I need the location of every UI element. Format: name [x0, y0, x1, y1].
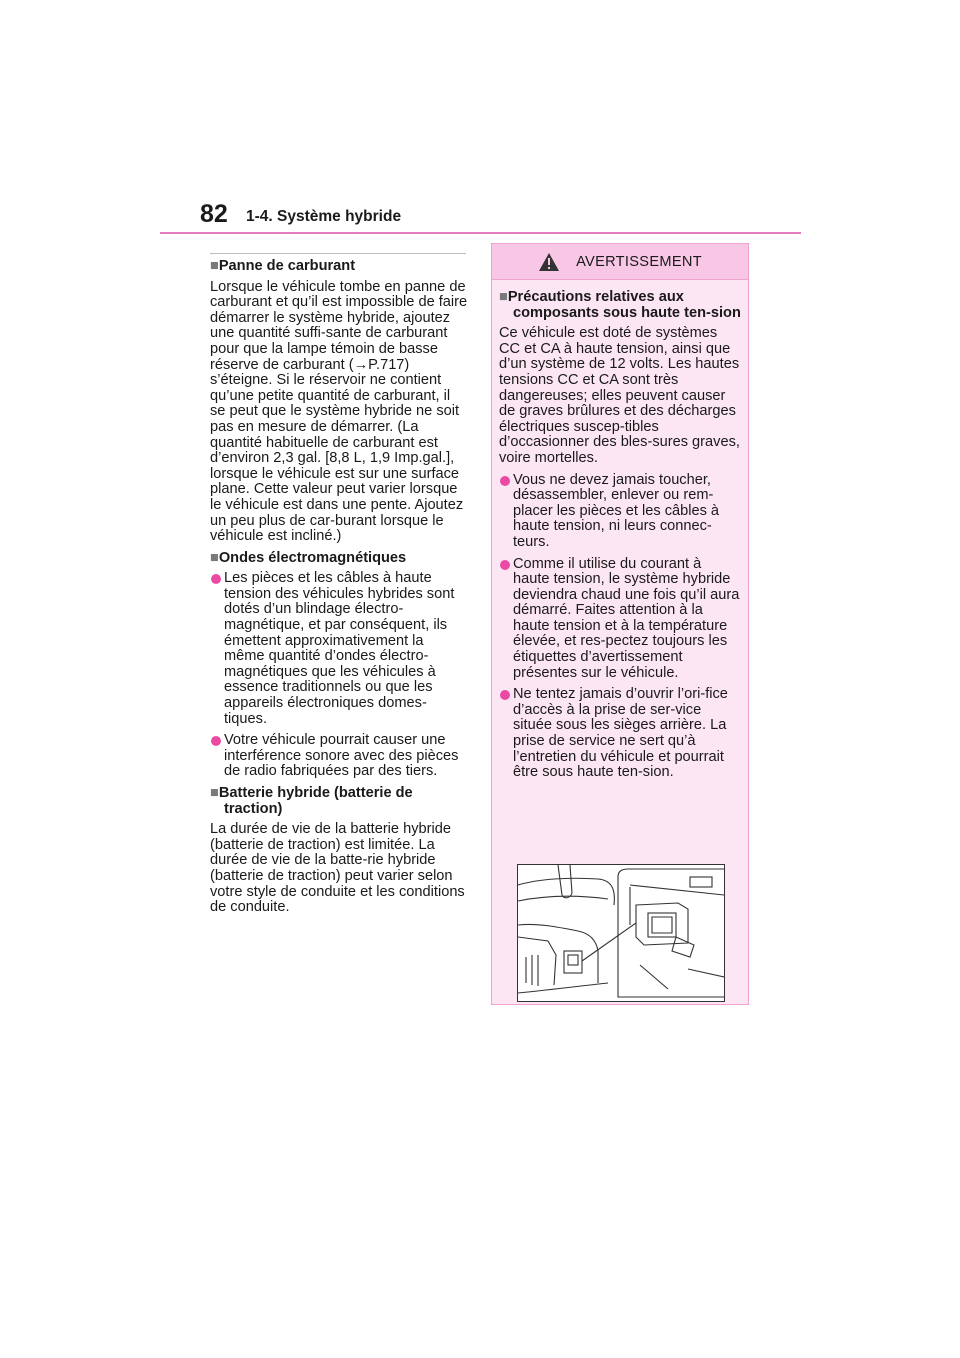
list-item: Vous ne devez jamais toucher, désassembler, enlever ou rem-placer les pièces et les câbles à haute tension, ni leurs connec-teurs. — [499, 473, 741, 551]
warning-triangle-icon — [538, 252, 560, 272]
fuel-heading: ■Panne de carburant — [210, 258, 356, 274]
battery-paragraph: La durée de vie de la batterie hybride (batterie de traction) est limitée. La durée de vie de la batte-rie hybride (batterie de traction) peut varier selon votre style de conduite et les conditions de conduite. — [210, 821, 465, 916]
list-item: Ne tentez jamais d’ouvrir l’ori-fice d’accès à la prise de ser-vice située sous les sièges arrière. La prise de service ne sert qu’à l’entretien du véhicule et pourrait être sous haute ten-sion. — [499, 687, 741, 781]
warning-title: AVERTISSEMENT — [576, 253, 702, 270]
service-plug-illustration — [517, 864, 725, 1002]
page-number: 82 — [200, 200, 228, 228]
warning-heading: ■Précautions relatives aux composants sous haute ten-sion — [499, 289, 741, 321]
square-bullet-icon: ■ — [210, 785, 219, 801]
warning-intro: Ce véhicule est doté de systèmes CC et CA à haute tension, ainsi que d’un système de 12 volts. Les hautes tensions CC et CA sont très dangereuses; elles peuvent causer de graves brûlures et des décharges électriques suscep-tibles d’occasionner des bles-sures graves, voire mortelles. — [499, 325, 740, 466]
fuel-paragraph: Lorsque le véhicule tombe en panne de carburant et qu’il est impossible de faire démarrer le système hybride, ajoutez une quantité suffi-sante de carburant pour que la lampe témoin de basse réserve de carburant (→P.717) s’éteigne. Si le réservoir ne contient qu’une petite quantité de carburant, il se peut que le système hybride ne soit pas en mesure de démarrer. (La quantité habituelle de carburant est d’environ 2,3 gal. [8,8 L, 1,9 Imp.gal.], lorsque le véhicule est sur une surface plane. Cette valeur peut varier lorsque le véhicule est dans une pente. Ajoutez un peu plus de car-burant lorsque le véhicule est incliné.) — [210, 278, 468, 545]
left-column — [210, 259, 468, 922]
warning-header — [492, 244, 748, 280]
list-item: Les pièces et les câbles à haute tension des véhicules hybrides sont dotés d’un blindage électro-magnétique, et par conséquent, ils émettent approximativement la même quantité d’ondes électro-magnétiques que les véhicules à essence traditionnels ou que les appareils électroniques domes-tiques. — [210, 571, 468, 727]
warning-box — [491, 243, 749, 1005]
section-title: 1-4. Système hybride — [246, 208, 402, 225]
list-item: Votre véhicule pourrait causer une interférence sonore avec des pièces de radio fabriquées par des tiers. — [210, 733, 468, 780]
warning-body — [492, 280, 748, 781]
bullet-dot-icon — [500, 560, 510, 570]
vehicle-interior-drawing — [518, 865, 724, 1001]
bullet-dot-icon — [500, 690, 510, 700]
header-divider — [160, 232, 801, 234]
square-bullet-icon: ■ — [210, 549, 219, 566]
column-divider — [210, 253, 466, 254]
em-waves-heading: ■Ondes électromagnétiques — [210, 549, 407, 566]
bullet-dot-icon — [211, 574, 221, 584]
square-bullet-icon: ■ — [210, 258, 219, 274]
bullet-dot-icon — [500, 476, 510, 486]
battery-heading: ■Batterie hybride (batterie de traction) — [210, 785, 413, 817]
bullet-dot-icon — [211, 736, 221, 746]
square-bullet-icon: ■ — [499, 289, 508, 305]
list-item: Comme il utilise du courant à haute tension, le système hybride deviendra chaud une fois qu’il aura démarré. Faites attention à la haute tension et à la température élevée, et res-pectez toujours les étiquettes d’avertissement présentes sur le véhicule. — [499, 557, 741, 682]
